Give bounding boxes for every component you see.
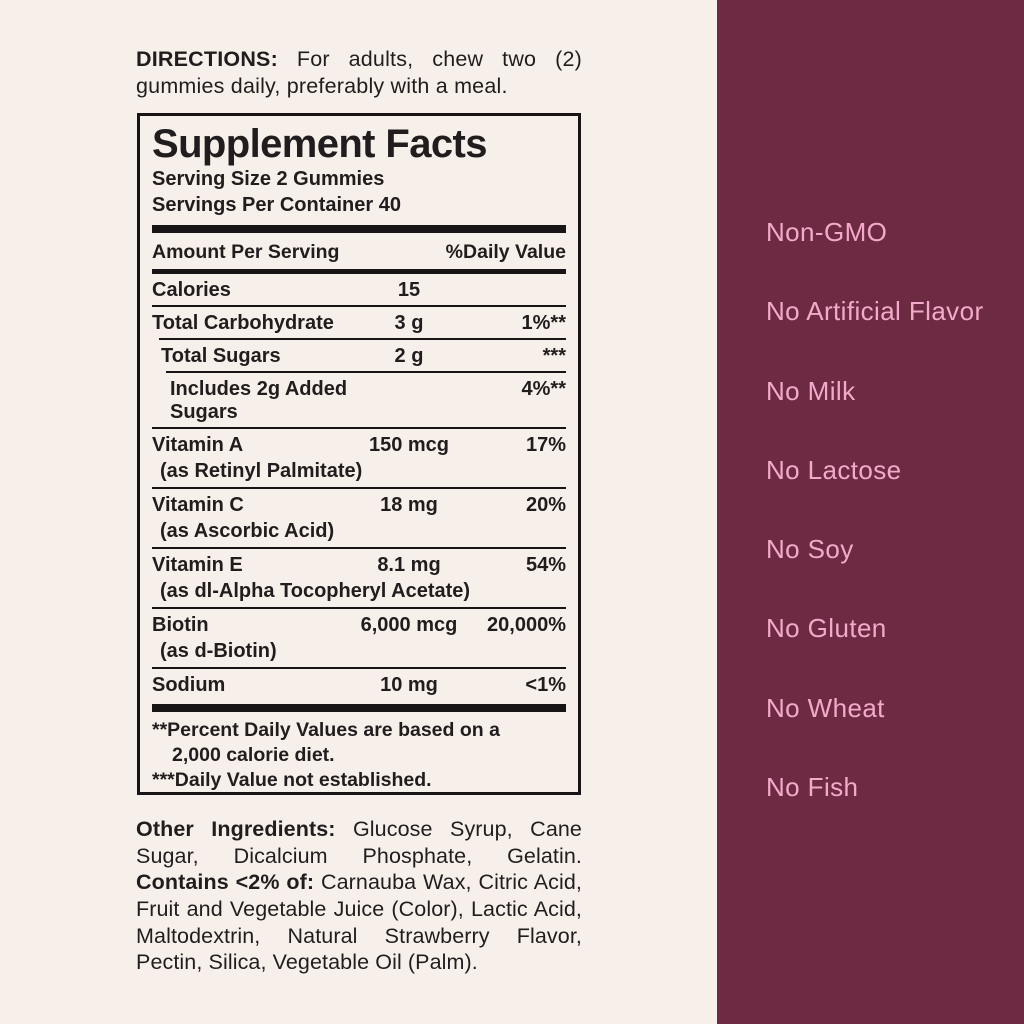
nutrient-name: Vitamin A — [152, 433, 244, 456]
nutrient-daily-value: 54% — [525, 553, 566, 576]
nutrient-rows — [152, 274, 566, 700]
nutrient-row — [152, 373, 566, 427]
claim-item: No Lactose — [766, 454, 902, 485]
nutrient-amount: 10 mg — [380, 673, 438, 696]
column-header-daily-value: %Daily Value — [445, 240, 566, 263]
nutrient-daily-value: 20% — [525, 493, 566, 516]
nutrient-amount: 3 g — [394, 311, 424, 334]
nutrient-name: Vitamin C — [152, 493, 244, 516]
nutrient-name: Total Carbohydrate — [152, 311, 334, 334]
divider-thick-top — [152, 225, 566, 233]
claim-item: No Soy — [766, 534, 854, 565]
nutrient-row — [152, 307, 566, 338]
footnote-line: **Percent Daily Values are based on a — [152, 718, 500, 741]
column-header-amount: Amount Per Serving — [152, 240, 340, 263]
nutrient-row — [152, 429, 566, 487]
nutrient-amount: 2 g — [394, 344, 424, 367]
nutrient-source: (as dl-Alpha Tocopheryl Acetate) — [160, 579, 471, 602]
nutrient-source: (as Retinyl Palmitate) — [160, 459, 363, 482]
nutrient-amount: 150 mcg — [368, 433, 450, 456]
nutrient-row — [152, 489, 566, 547]
serving-size: Serving Size 2 Gummies — [152, 168, 385, 190]
nutrient-daily-value: 1%** — [521, 311, 566, 334]
nutrient-row — [152, 549, 566, 607]
column-header-row — [152, 237, 566, 269]
claim-item: Non-GMO — [766, 217, 888, 247]
claim-item: No Milk — [766, 375, 856, 406]
claims-sidebar — [717, 0, 1024, 1024]
nutrient-row — [152, 340, 566, 371]
claims-list — [766, 219, 984, 801]
footnotes — [152, 718, 566, 794]
supplement-facts-title: Supplement Facts — [152, 122, 487, 166]
footnote-line: ***Daily Value not established. — [152, 769, 432, 792]
nutrient-amount: 6,000 mcg — [360, 613, 458, 636]
nutrient-name: Biotin — [152, 613, 209, 636]
nutrient-name: Includes 2g Added Sugars — [170, 377, 348, 423]
nutrient-row — [152, 609, 566, 667]
other-ingredients-text: Other Ingredients: Glucose Syrup, Cane Sugar, Dicalcium Phosphate, Gelatin. Contains <2% of: Carnauba Wax, Citric Acid, Fruit and Vegetable Juice (Color), Lactic Acid, Maltodextrin, Natural Strawberry Flavor, Pectin, Silica, Vegetable Oil (Palm). — [136, 817, 582, 975]
nutrient-source: (as Ascorbic Acid) — [160, 519, 335, 542]
claim-item: No Fish — [766, 772, 859, 803]
footnote-line: 2,000 calorie diet. — [172, 744, 335, 767]
nutrient-amount: 8.1 mg — [377, 553, 441, 576]
nutrient-row — [152, 274, 566, 305]
servings-per-container: Servings Per Container 40 — [152, 194, 401, 217]
claim-item: No Artificial Flavor — [766, 296, 984, 327]
nutrient-source: (as d-Biotin) — [160, 639, 277, 662]
nutrient-name: Sodium — [152, 673, 226, 696]
claim-item: No Wheat — [766, 692, 885, 723]
nutrient-daily-value: 20,000% — [487, 613, 566, 636]
claim-item: No Gluten — [766, 613, 887, 644]
nutrient-amount: 18 mg — [380, 493, 438, 516]
nutrient-row — [152, 669, 566, 700]
divider-thick-bottom — [152, 704, 566, 712]
nutrient-name: Vitamin E — [152, 553, 243, 576]
nutrient-amount: 15 — [397, 278, 421, 301]
nutrient-daily-value: *** — [542, 344, 566, 367]
nutrient-daily-value: <1% — [525, 673, 566, 696]
supplement-facts-panel — [137, 113, 581, 795]
nutrient-name: Total Sugars — [161, 344, 281, 367]
directions-text: DIRECTIONS: For adults, chew two (2) gummies daily, preferably with a meal. — [136, 47, 582, 99]
nutrient-daily-value: 17% — [525, 433, 566, 456]
nutrient-daily-value: 4%** — [521, 377, 566, 400]
nutrient-name: Calories — [152, 278, 231, 301]
